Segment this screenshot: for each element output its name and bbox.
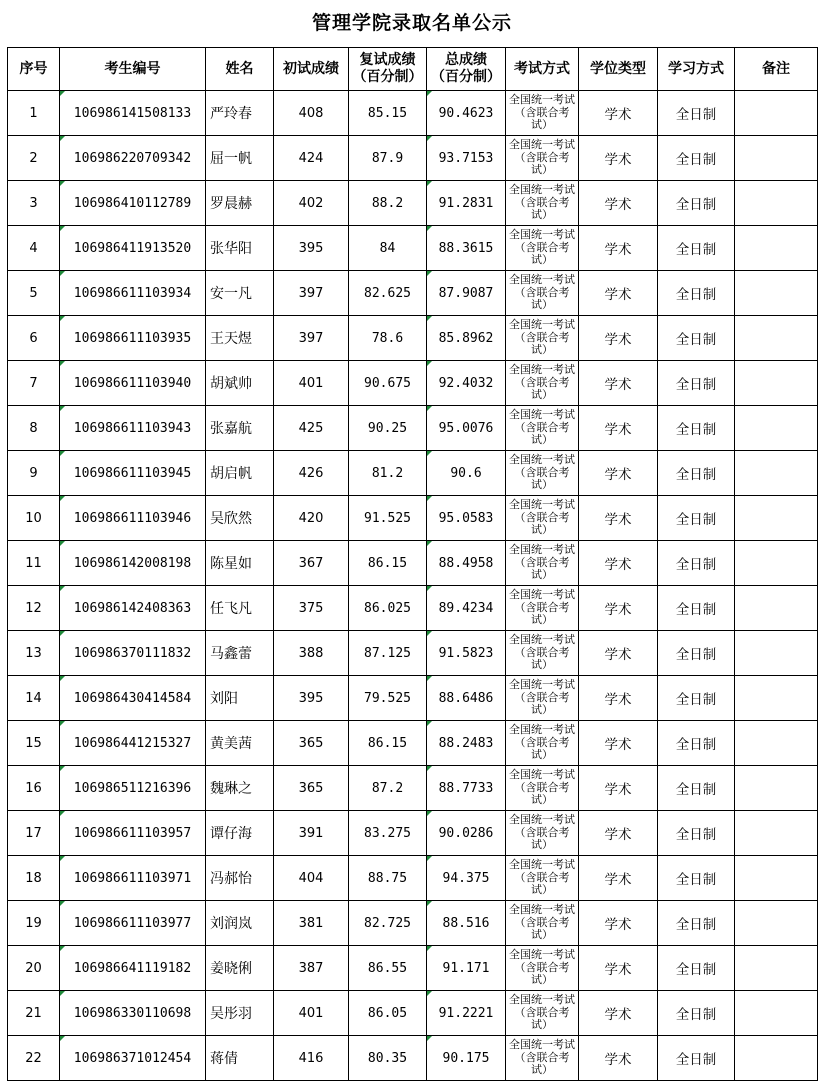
- header-retest-line2: （百分制）: [352, 69, 423, 85]
- cell-exam-id: 106986611103945: [60, 451, 206, 496]
- cell-seq: 18: [8, 856, 60, 901]
- cell-seq: 12: [8, 586, 60, 631]
- cell-study-mode: 全日制: [658, 766, 735, 811]
- cell-exam-method: 全国统一考试（含联合考试）: [506, 271, 579, 316]
- cell-seq: 22: [8, 1036, 60, 1081]
- cell-retest: 90.25: [349, 406, 427, 451]
- cell-prelim: 395: [274, 676, 349, 721]
- cell-retest: 82.725: [349, 901, 427, 946]
- cell-prelim: 416: [274, 1036, 349, 1081]
- table-row: [8, 856, 818, 901]
- cell-study-mode: 全日制: [658, 406, 735, 451]
- cell-total: 95.0076: [427, 406, 506, 451]
- cell-exam-id: 106986641119182: [60, 946, 206, 991]
- cell-exam-method: 全国统一考试（含联合考试）: [506, 136, 579, 181]
- cell-degree-type: 学术: [579, 586, 658, 631]
- cell-exam-method: 全国统一考试（含联合考试）: [506, 631, 579, 676]
- header-remark: 备注: [735, 48, 818, 91]
- cell-seq: 4: [8, 226, 60, 271]
- cell-study-mode: 全日制: [658, 541, 735, 586]
- cell-seq: 17: [8, 811, 60, 856]
- header-retest-line1: 复试成绩: [359, 52, 416, 68]
- cell-total: 91.2831: [427, 181, 506, 226]
- cell-total: 90.6: [427, 451, 506, 496]
- table-row: [8, 586, 818, 631]
- cell-degree-type: 学术: [579, 406, 658, 451]
- cell-exam-id: 106986511216396: [60, 766, 206, 811]
- cell-prelim: 387: [274, 946, 349, 991]
- cell-prelim: 367: [274, 541, 349, 586]
- cell-seq: 13: [8, 631, 60, 676]
- cell-seq: 19: [8, 901, 60, 946]
- cell-total: 90.4623: [427, 91, 506, 136]
- cell-exam-id: 106986611103940: [60, 361, 206, 406]
- cell-name: 刘阳: [206, 676, 274, 721]
- header-degree-type: 学位类型: [579, 48, 658, 91]
- cell-degree-type: 学术: [579, 856, 658, 901]
- cell-name: 马鑫蕾: [206, 631, 274, 676]
- cell-remark: [735, 811, 818, 856]
- cell-seq: 21: [8, 991, 60, 1036]
- cell-study-mode: 全日制: [658, 901, 735, 946]
- cell-degree-type: 学术: [579, 676, 658, 721]
- cell-name: 陈星如: [206, 541, 274, 586]
- cell-exam-method: 全国统一考试（含联合考试）: [506, 766, 579, 811]
- cell-study-mode: 全日制: [658, 316, 735, 361]
- cell-total: 95.0583: [427, 496, 506, 541]
- cell-study-mode: 全日制: [658, 811, 735, 856]
- cell-name: 吴彤羽: [206, 991, 274, 1036]
- cell-seq: 5: [8, 271, 60, 316]
- cell-exam-id: 106986611103946: [60, 496, 206, 541]
- cell-prelim: 388: [274, 631, 349, 676]
- cell-remark: [735, 631, 818, 676]
- cell-retest: 81.2: [349, 451, 427, 496]
- cell-remark: [735, 136, 818, 181]
- cell-exam-method: 全国统一考试（含联合考试）: [506, 541, 579, 586]
- cell-degree-type: 学术: [579, 766, 658, 811]
- cell-total: 91.5823: [427, 631, 506, 676]
- table-row: [8, 676, 818, 721]
- cell-seq: 1: [8, 91, 60, 136]
- table-row: [8, 766, 818, 811]
- cell-study-mode: 全日制: [658, 226, 735, 271]
- header-total-line1: 总成绩: [445, 52, 487, 68]
- admission-table: [7, 47, 818, 1081]
- cell-exam-method: 全国统一考试（含联合考试）: [506, 586, 579, 631]
- cell-exam-method: 全国统一考试（含联合考试）: [506, 316, 579, 361]
- header-total: [427, 48, 506, 91]
- cell-seq: 2: [8, 136, 60, 181]
- cell-exam-id: 106986430414584: [60, 676, 206, 721]
- cell-prelim: 397: [274, 316, 349, 361]
- cell-retest: 88.75: [349, 856, 427, 901]
- page-title: 管理学院录取名单公示: [311, 12, 512, 34]
- cell-exam-method: 全国统一考试（含联合考试）: [506, 856, 579, 901]
- cell-remark: [735, 226, 818, 271]
- cell-retest: 80.35: [349, 1036, 427, 1081]
- header-name: 姓名: [206, 48, 274, 91]
- cell-prelim: 404: [274, 856, 349, 901]
- cell-exam-method: 全国统一考试（含联合考试）: [506, 406, 579, 451]
- cell-study-mode: 全日制: [658, 856, 735, 901]
- cell-degree-type: 学术: [579, 316, 658, 361]
- table-row: [8, 631, 818, 676]
- cell-remark: [735, 721, 818, 766]
- cell-remark: [735, 181, 818, 226]
- cell-prelim: 365: [274, 766, 349, 811]
- cell-exam-method: 全国统一考试（含联合考试）: [506, 901, 579, 946]
- cell-degree-type: 学术: [579, 181, 658, 226]
- table-row: [8, 541, 818, 586]
- cell-name: 张嘉航: [206, 406, 274, 451]
- cell-retest: 86.15: [349, 721, 427, 766]
- table-row: [8, 496, 818, 541]
- cell-study-mode: 全日制: [658, 271, 735, 316]
- header-seq: 序号: [8, 48, 60, 91]
- cell-remark: [735, 766, 818, 811]
- cell-exam-method: 全国统一考试（含联合考试）: [506, 361, 579, 406]
- cell-exam-id: 106986410112789: [60, 181, 206, 226]
- cell-study-mode: 全日制: [658, 136, 735, 181]
- cell-total: 93.7153: [427, 136, 506, 181]
- cell-remark: [735, 361, 818, 406]
- table-row: [8, 226, 818, 271]
- cell-exam-method: 全国统一考试（含联合考试）: [506, 181, 579, 226]
- cell-exam-method: 全国统一考试（含联合考试）: [506, 991, 579, 1036]
- cell-retest: 79.525: [349, 676, 427, 721]
- cell-prelim: 395: [274, 226, 349, 271]
- cell-total: 90.0286: [427, 811, 506, 856]
- cell-name: 安一凡: [206, 271, 274, 316]
- cell-remark: [735, 991, 818, 1036]
- cell-seq: 14: [8, 676, 60, 721]
- table-row: [8, 136, 818, 181]
- cell-prelim: 408: [274, 91, 349, 136]
- cell-degree-type: 学术: [579, 1036, 658, 1081]
- cell-prelim: 391: [274, 811, 349, 856]
- cell-study-mode: 全日制: [658, 991, 735, 1036]
- cell-retest: 83.275: [349, 811, 427, 856]
- cell-degree-type: 学术: [579, 496, 658, 541]
- cell-retest: 86.05: [349, 991, 427, 1036]
- cell-exam-id: 106986370111832: [60, 631, 206, 676]
- cell-exam-id: 106986330110698: [60, 991, 206, 1036]
- cell-exam-method: 全国统一考试（含联合考试）: [506, 451, 579, 496]
- cell-retest: 82.625: [349, 271, 427, 316]
- cell-prelim: 365: [274, 721, 349, 766]
- cell-exam-id: 106986220709342: [60, 136, 206, 181]
- cell-name: 冯郝怡: [206, 856, 274, 901]
- cell-retest: 87.9: [349, 136, 427, 181]
- table-row: [8, 181, 818, 226]
- cell-name: 谭仔海: [206, 811, 274, 856]
- cell-seq: 7: [8, 361, 60, 406]
- cell-name: 任飞凡: [206, 586, 274, 631]
- cell-total: 91.171: [427, 946, 506, 991]
- cell-exam-method: 全国统一考试（含联合考试）: [506, 91, 579, 136]
- cell-exam-id: 106986611103957: [60, 811, 206, 856]
- cell-remark: [735, 451, 818, 496]
- cell-name: 魏琳之: [206, 766, 274, 811]
- cell-retest: 86.025: [349, 586, 427, 631]
- cell-retest: 88.2: [349, 181, 427, 226]
- cell-total: 87.9087: [427, 271, 506, 316]
- cell-remark: [735, 586, 818, 631]
- cell-study-mode: 全日制: [658, 1036, 735, 1081]
- table-row: [8, 1036, 818, 1081]
- cell-total: 90.175: [427, 1036, 506, 1081]
- cell-total: 91.2221: [427, 991, 506, 1036]
- table-row: [8, 406, 818, 451]
- table-row: [8, 451, 818, 496]
- cell-exam-method: 全国统一考试（含联合考试）: [506, 946, 579, 991]
- cell-name: 姜晓俐: [206, 946, 274, 991]
- cell-prelim: 397: [274, 271, 349, 316]
- header-exam-id: 考生编号: [60, 48, 206, 91]
- cell-total: 92.4032: [427, 361, 506, 406]
- cell-total: 88.2483: [427, 721, 506, 766]
- cell-retest: 85.15: [349, 91, 427, 136]
- cell-exam-id: 106986611103943: [60, 406, 206, 451]
- cell-exam-id: 106986441215327: [60, 721, 206, 766]
- cell-retest: 90.675: [349, 361, 427, 406]
- cell-seq: 6: [8, 316, 60, 361]
- cell-retest: 87.125: [349, 631, 427, 676]
- cell-total: 88.7733: [427, 766, 506, 811]
- cell-study-mode: 全日制: [658, 721, 735, 766]
- cell-seq: 10: [8, 496, 60, 541]
- cell-remark: [735, 676, 818, 721]
- cell-degree-type: 学术: [579, 946, 658, 991]
- cell-study-mode: 全日制: [658, 496, 735, 541]
- header-prelim: 初试成绩: [274, 48, 349, 91]
- cell-exam-method: 全国统一考试（含联合考试）: [506, 721, 579, 766]
- cell-seq: 9: [8, 451, 60, 496]
- cell-exam-id: 106986611103934: [60, 271, 206, 316]
- table-row: [8, 316, 818, 361]
- cell-retest: 86.55: [349, 946, 427, 991]
- cell-remark: [735, 856, 818, 901]
- cell-prelim: 381: [274, 901, 349, 946]
- cell-degree-type: 学术: [579, 451, 658, 496]
- table-row: [8, 361, 818, 406]
- table-row: [8, 811, 818, 856]
- header-exam-method: 考试方式: [506, 48, 579, 91]
- cell-total: 88.516: [427, 901, 506, 946]
- cell-prelim: 426: [274, 451, 349, 496]
- cell-exam-id: 106986611103971: [60, 856, 206, 901]
- cell-degree-type: 学术: [579, 991, 658, 1036]
- header-total-line2: （百分制）: [431, 69, 501, 85]
- cell-degree-type: 学术: [579, 91, 658, 136]
- cell-study-mode: 全日制: [658, 631, 735, 676]
- cell-degree-type: 学术: [579, 541, 658, 586]
- cell-retest: 87.2: [349, 766, 427, 811]
- cell-name: 蒋倩: [206, 1036, 274, 1081]
- cell-exam-method: 全国统一考试（含联合考试）: [506, 811, 579, 856]
- cell-name: 王天煜: [206, 316, 274, 361]
- cell-total: 88.4958: [427, 541, 506, 586]
- cell-study-mode: 全日制: [658, 361, 735, 406]
- cell-remark: [735, 1036, 818, 1081]
- header-row: [8, 48, 818, 91]
- cell-degree-type: 学术: [579, 226, 658, 271]
- table-row: [8, 271, 818, 316]
- cell-exam-id: 106986142408363: [60, 586, 206, 631]
- cell-prelim: 375: [274, 586, 349, 631]
- cell-name: 吴欣然: [206, 496, 274, 541]
- cell-remark: [735, 541, 818, 586]
- cell-exam-id: 106986142008198: [60, 541, 206, 586]
- cell-exam-method: 全国统一考试（含联合考试）: [506, 676, 579, 721]
- cell-exam-method: 全国统一考试（含联合考试）: [506, 496, 579, 541]
- cell-remark: [735, 901, 818, 946]
- cell-exam-id: 106986141508133: [60, 91, 206, 136]
- cell-degree-type: 学术: [579, 271, 658, 316]
- cell-total: 88.6486: [427, 676, 506, 721]
- cell-seq: 16: [8, 766, 60, 811]
- cell-study-mode: 全日制: [658, 91, 735, 136]
- cell-seq: 15: [8, 721, 60, 766]
- table-row: [8, 721, 818, 766]
- cell-exam-method: 全国统一考试（含联合考试）: [506, 226, 579, 271]
- cell-retest: 86.15: [349, 541, 427, 586]
- cell-retest: 78.6: [349, 316, 427, 361]
- cell-degree-type: 学术: [579, 136, 658, 181]
- cell-name: 张华阳: [206, 226, 274, 271]
- cell-prelim: 420: [274, 496, 349, 541]
- header-retest: [349, 48, 427, 91]
- cell-remark: [735, 406, 818, 451]
- cell-remark: [735, 946, 818, 991]
- cell-remark: [735, 271, 818, 316]
- cell-total: 85.8962: [427, 316, 506, 361]
- cell-prelim: 401: [274, 361, 349, 406]
- table-row: [8, 991, 818, 1036]
- header-study-mode: 学习方式: [658, 48, 735, 91]
- cell-seq: 3: [8, 181, 60, 226]
- cell-prelim: 425: [274, 406, 349, 451]
- cell-exam-id: 106986411913520: [60, 226, 206, 271]
- cell-degree-type: 学术: [579, 811, 658, 856]
- cell-name: 屈一帆: [206, 136, 274, 181]
- cell-study-mode: 全日制: [658, 451, 735, 496]
- table-row: [8, 901, 818, 946]
- cell-exam-id: 106986371012454: [60, 1036, 206, 1081]
- cell-degree-type: 学术: [579, 901, 658, 946]
- cell-name: 罗晨赫: [206, 181, 274, 226]
- cell-study-mode: 全日制: [658, 586, 735, 631]
- table-row: [8, 91, 818, 136]
- cell-study-mode: 全日制: [658, 181, 735, 226]
- cell-total: 94.375: [427, 856, 506, 901]
- cell-seq: 20: [8, 946, 60, 991]
- cell-degree-type: 学术: [579, 361, 658, 406]
- cell-name: 胡斌帅: [206, 361, 274, 406]
- cell-prelim: 402: [274, 181, 349, 226]
- cell-degree-type: 学术: [579, 721, 658, 766]
- cell-name: 刘润岚: [206, 901, 274, 946]
- cell-seq: 8: [8, 406, 60, 451]
- table-row: [8, 946, 818, 991]
- cell-retest: 91.525: [349, 496, 427, 541]
- cell-exam-method: 全国统一考试（含联合考试）: [506, 1036, 579, 1081]
- cell-name: 黄美茜: [206, 721, 274, 766]
- cell-prelim: 424: [274, 136, 349, 181]
- cell-retest: 84: [349, 226, 427, 271]
- cell-total: 89.4234: [427, 586, 506, 631]
- cell-seq: 11: [8, 541, 60, 586]
- cell-total: 88.3615: [427, 226, 506, 271]
- cell-remark: [735, 316, 818, 361]
- cell-name: 严玲春: [206, 91, 274, 136]
- cell-study-mode: 全日制: [658, 946, 735, 991]
- cell-exam-id: 106986611103935: [60, 316, 206, 361]
- cell-degree-type: 学术: [579, 631, 658, 676]
- cell-prelim: 401: [274, 991, 349, 1036]
- cell-remark: [735, 91, 818, 136]
- cell-study-mode: 全日制: [658, 676, 735, 721]
- cell-remark: [735, 496, 818, 541]
- cell-name: 胡启帆: [206, 451, 274, 496]
- cell-exam-id: 106986611103977: [60, 901, 206, 946]
